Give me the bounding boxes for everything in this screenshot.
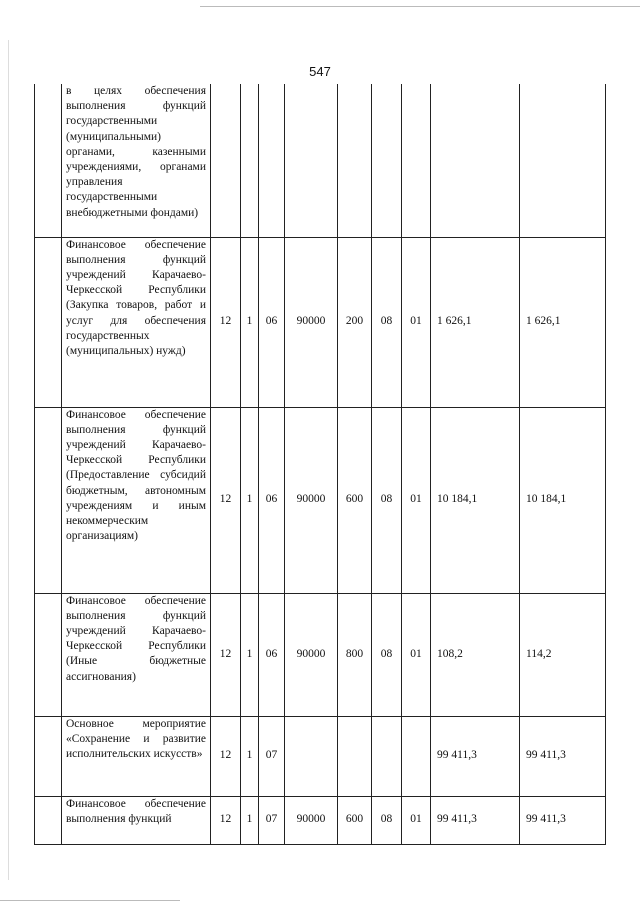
row-index-cell <box>35 593 62 716</box>
row-index-cell <box>35 716 62 796</box>
page-number: 547 <box>309 64 331 79</box>
table-row <box>35 237 606 407</box>
code-6: 08 <box>372 407 402 593</box>
code-7: 01 <box>402 407 431 593</box>
row-index-cell <box>35 237 62 407</box>
code-5: 600 <box>338 407 372 593</box>
code-7 <box>402 84 431 237</box>
value-year-1 <box>431 84 520 237</box>
code-3: 06 <box>259 407 285 593</box>
value-year-1: 1 626,1 <box>431 237 520 407</box>
value-year-2: 99 411,3 <box>520 796 606 844</box>
item-name: Финансовое обеспечение выполнения функций учреждений Карачаево-Черкесской Республики (Предоставление субсидий бюджетным, автономным учреждениям и иным некоммерческим организациям) <box>62 407 211 593</box>
code-4 <box>285 84 338 237</box>
code-3: 06 <box>259 237 285 407</box>
code-7 <box>402 716 431 796</box>
code-4: 90000 <box>285 796 338 844</box>
code-7: 01 <box>402 593 431 716</box>
item-name: Основное мероприятие «Сохранение и развитие исполнительских искусств» <box>62 716 211 796</box>
code-6: 08 <box>372 237 402 407</box>
code-3: 07 <box>259 716 285 796</box>
code-6: 08 <box>372 593 402 716</box>
code-3: 06 <box>259 593 285 716</box>
scan-artifact-top <box>200 6 640 7</box>
value-year-2: 1 626,1 <box>520 237 606 407</box>
code-5 <box>338 84 372 237</box>
code-3: 07 <box>259 796 285 844</box>
value-year-2: 114,2 <box>520 593 606 716</box>
code-1: 12 <box>211 237 241 407</box>
code-3 <box>259 84 285 237</box>
budget-table <box>34 84 606 845</box>
code-1: 12 <box>211 796 241 844</box>
scan-artifact-bottom <box>0 900 180 901</box>
code-2: 1 <box>241 716 259 796</box>
value-year-2: 10 184,1 <box>520 407 606 593</box>
budget-table-container <box>34 84 606 845</box>
code-1: 12 <box>211 716 241 796</box>
code-2: 1 <box>241 593 259 716</box>
code-6: 08 <box>372 796 402 844</box>
code-2: 1 <box>241 407 259 593</box>
code-4: 90000 <box>285 237 338 407</box>
code-1: 12 <box>211 407 241 593</box>
value-year-2 <box>520 84 606 237</box>
code-5: 600 <box>338 796 372 844</box>
value-year-1: 108,2 <box>431 593 520 716</box>
item-name: в целях обеспечения выполнения функций государственными (муниципальными) органами, казенными учреждениями, органами управления государственными внебюджетными фондами) <box>62 84 211 237</box>
item-name: Финансовое обеспечение выполнения функций <box>62 796 211 844</box>
value-year-1: 99 411,3 <box>431 796 520 844</box>
table-row <box>35 796 606 844</box>
table-row <box>35 593 606 716</box>
row-index-cell <box>35 796 62 844</box>
row-index-cell <box>35 407 62 593</box>
code-4: 90000 <box>285 593 338 716</box>
scan-artifact-left <box>8 40 9 880</box>
table-row <box>35 84 606 237</box>
table-row <box>35 716 606 796</box>
code-4: 90000 <box>285 407 338 593</box>
code-5: 800 <box>338 593 372 716</box>
item-name: Финансовое обеспечение выполнения функций учреждений Карачаево-Черкесской Республики (Закупка товаров, работ и услуг для обеспечения государственных (муниципальных) нужд) <box>62 237 211 407</box>
value-year-1: 99 411,3 <box>431 716 520 796</box>
code-5 <box>338 716 372 796</box>
code-5: 200 <box>338 237 372 407</box>
value-year-2: 99 411,3 <box>520 716 606 796</box>
code-7: 01 <box>402 237 431 407</box>
code-2: 1 <box>241 796 259 844</box>
code-7: 01 <box>402 796 431 844</box>
code-2 <box>241 84 259 237</box>
value-year-1: 10 184,1 <box>431 407 520 593</box>
table-row <box>35 407 606 593</box>
code-2: 1 <box>241 237 259 407</box>
code-4 <box>285 716 338 796</box>
code-1 <box>211 84 241 237</box>
code-6 <box>372 716 402 796</box>
code-6 <box>372 84 402 237</box>
code-1: 12 <box>211 593 241 716</box>
row-index-cell <box>35 84 62 237</box>
item-name: Финансовое обеспечение выполнения функций учреждений Карачаево-Черкесской Республики (Иные бюджетные ассигнования) <box>62 593 211 716</box>
